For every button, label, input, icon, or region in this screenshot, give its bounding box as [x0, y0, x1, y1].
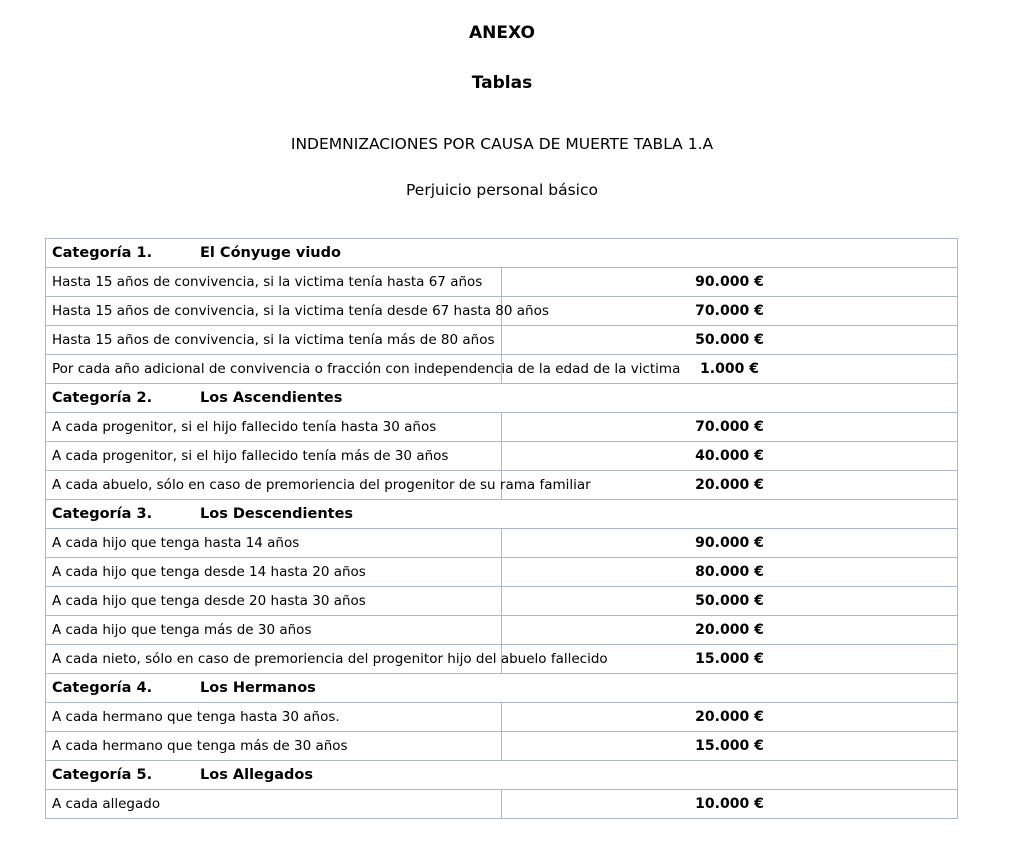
row-amount: 15.000 € — [502, 732, 958, 761]
row-label: A cada abuelo, sólo en caso de premoriencia del progenitor de su rama familiar — [46, 471, 502, 500]
row-label: A cada hijo que tenga hasta 14 años — [46, 529, 502, 558]
category-row — [46, 239, 958, 268]
category-name: Los Hermanos — [200, 680, 316, 696]
category-number: Categoría 4. — [52, 680, 153, 696]
category-cell — [46, 384, 958, 413]
document-subtitle: Tablas — [471, 73, 533, 93]
row-label: A cada hermano que tenga más de 30 años — [46, 732, 502, 761]
table-row — [46, 471, 958, 500]
row-amount: 80.000 € — [502, 558, 958, 587]
row-amount: 90.000 € — [502, 529, 958, 558]
table-row — [46, 529, 958, 558]
category-cell — [46, 674, 958, 703]
row-label: A cada progenitor, si el hijo fallecido tenía hasta 30 años — [46, 413, 502, 442]
category-row — [46, 761, 958, 790]
table-row — [46, 732, 958, 761]
row-amount: 1.000 € — [502, 355, 958, 384]
row-amount: 15.000 € — [502, 645, 958, 674]
table-row — [46, 355, 958, 384]
row-label: Hasta 15 años de convivencia, si la victima tenía más de 80 años — [46, 326, 502, 355]
category-number: Categoría 1. — [52, 245, 153, 261]
table-row — [46, 616, 958, 645]
category-name: Los Allegados — [200, 767, 314, 783]
category-row — [46, 674, 958, 703]
table-row — [46, 268, 958, 297]
compensation-table — [45, 238, 958, 819]
category-number: Categoría 3. — [52, 506, 153, 522]
row-amount: 50.000 € — [502, 326, 958, 355]
category-number: Categoría 5. — [52, 767, 153, 783]
category-cell — [46, 239, 958, 268]
table-row — [46, 790, 958, 819]
row-amount: 20.000 € — [502, 616, 958, 645]
row-label: A cada hermano que tenga hasta 30 años. — [46, 703, 502, 732]
category-name: Los Descendientes — [200, 506, 354, 522]
row-label: A cada nieto, sólo en caso de premoriencia del progenitor hijo del abuelo fallecido — [46, 645, 502, 674]
row-amount: 90.000 € — [502, 268, 958, 297]
row-label: Hasta 15 años de convivencia, si la victima tenía hasta 67 años — [46, 268, 502, 297]
row-amount: 40.000 € — [502, 442, 958, 471]
row-label: A cada hijo que tenga desde 20 hasta 30 años — [46, 587, 502, 616]
table-row — [46, 413, 958, 442]
row-amount: 10.000 € — [502, 790, 958, 819]
row-label: A cada progenitor, si el hijo fallecido tenía más de 30 años — [46, 442, 502, 471]
table-row — [46, 645, 958, 674]
table-row — [46, 442, 958, 471]
category-row — [46, 500, 958, 529]
row-amount: 50.000 € — [502, 587, 958, 616]
category-number: Categoría 2. — [52, 390, 153, 406]
category-name: El Cónyuge viudo — [200, 245, 341, 261]
category-cell — [46, 761, 958, 790]
table-row — [46, 703, 958, 732]
table-row — [46, 558, 958, 587]
table-row — [46, 326, 958, 355]
category-row — [46, 384, 958, 413]
row-label: Por cada año adicional de convivencia o fracción con independencia de la edad de la victima — [46, 355, 502, 384]
row-amount: 70.000 € — [502, 413, 958, 442]
category-cell — [46, 500, 958, 529]
row-amount: 70.000 € — [502, 297, 958, 326]
row-amount: 20.000 € — [502, 703, 958, 732]
row-label: A cada allegado — [46, 790, 502, 819]
table-subtitle: Perjuicio personal básico — [406, 181, 598, 199]
row-label: Hasta 15 años de convivencia, si la victima tenía desde 67 hasta 80 años — [46, 297, 502, 326]
table-title: INDEMNIZACIONES POR CAUSA DE MUERTE TABLA 1.A — [290, 135, 714, 153]
table-row — [46, 587, 958, 616]
table-row — [46, 297, 958, 326]
row-label: A cada hijo que tenga más de 30 años — [46, 616, 502, 645]
category-name: Los Ascendientes — [200, 390, 343, 406]
row-label: A cada hijo que tenga desde 14 hasta 20 años — [46, 558, 502, 587]
row-amount: 20.000 € — [502, 471, 958, 500]
document-title: ANEXO — [469, 23, 535, 43]
